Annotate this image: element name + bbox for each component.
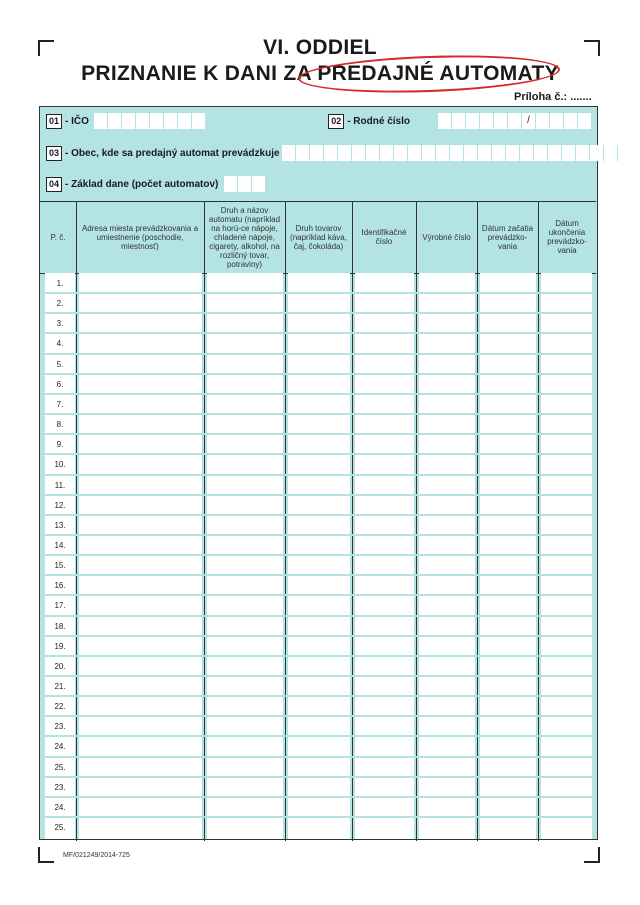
row-number: 15. (54, 561, 66, 571)
row-divider (44, 312, 592, 314)
row-number: 25. (54, 823, 66, 833)
row-number: 20. (54, 661, 66, 671)
header-end-date: Dátum ukončenia prevádzko-vania (547, 219, 587, 255)
row-number: 10. (54, 460, 66, 470)
row-number: 6. (56, 379, 64, 389)
row-number: 21. (54, 682, 66, 691)
form-code: MF/021249/2014-725 (63, 852, 130, 859)
row-number: 17. (54, 601, 66, 611)
ico-label: - IČO (65, 115, 89, 127)
row-number: 24. (54, 742, 66, 752)
field-number-03: 03 (46, 146, 62, 161)
municipality-label: - Obec, kde sa predajný automat prevádzkuje (65, 147, 280, 159)
row-number: 8. (56, 420, 64, 430)
row-number: 24. (54, 802, 66, 812)
column-rule (204, 201, 205, 841)
municipality-input[interactable] (282, 145, 618, 161)
birth-number-input[interactable] (438, 113, 592, 129)
row-number: 13. (54, 520, 66, 530)
row-number: 16. (54, 581, 66, 591)
column-rule (76, 201, 77, 841)
row-divider (44, 292, 592, 294)
header-start-date: Dátum začatia prevádzko-vania (481, 223, 534, 251)
row-number: 11. (54, 480, 66, 490)
header-serial-number: Výrobné číslo (422, 232, 471, 242)
row-number: 7. (56, 399, 64, 409)
row-number: 1. (56, 279, 64, 288)
form-title: PRIZNANIE K DANI ZA PREDAJNÉ AUTOMATY (81, 62, 559, 85)
row-number: 23. (54, 782, 66, 792)
column-rule (416, 201, 417, 841)
row-divider (44, 756, 592, 758)
row-divider (44, 695, 592, 697)
row-divider (44, 373, 592, 375)
row-divider (44, 655, 592, 657)
row-divider (44, 554, 592, 556)
tax-base-input[interactable] (224, 176, 266, 192)
section-title: VI. ODDIEL (263, 36, 377, 59)
row-number: 22. (54, 702, 66, 712)
row-divider (44, 715, 592, 717)
row-number: 9. (56, 440, 64, 450)
row-number: 19. (54, 641, 66, 651)
row-number: 23. (54, 722, 66, 732)
row-divider (44, 393, 592, 395)
tax-base-label: - Základ dane (počet automatov) (65, 178, 219, 190)
row-divider (44, 453, 592, 455)
row-divider (44, 534, 592, 536)
row-number: 25. (54, 762, 66, 772)
field-number-02: 02 (328, 114, 344, 129)
row-number: 12. (54, 500, 66, 510)
row-number: 14. (54, 540, 66, 550)
header-identification-number: Identifikačné číslo (361, 228, 407, 246)
row-divider (44, 816, 592, 818)
crop-mark-bottom-right (584, 847, 600, 863)
row-divider (44, 574, 592, 576)
column-rule (477, 201, 478, 841)
row-number: 4. (56, 339, 64, 349)
row-divider (44, 413, 592, 415)
row-divider (44, 594, 592, 596)
field-number-01: 01 (46, 114, 62, 129)
crop-mark-bottom-left (38, 847, 54, 863)
row-divider (44, 796, 592, 798)
row-divider (44, 353, 592, 355)
birth-number-separator: / (522, 113, 536, 129)
header-goods-type: Druh tovarov (napríklad káva, čaj, čokoláda) (290, 223, 347, 251)
header-address: Adresa miesta prevádzkovania a umiestnenie (poschodie, miestnosť) (81, 223, 199, 251)
row-number: 5. (56, 359, 64, 369)
header-order-number: P. č. (50, 232, 66, 242)
form-area (39, 106, 598, 840)
header-machine-type: Druh a názov automatu (napríklad na horú-ce nápoje, chladené nápoje, cigarety, alkohol, na rozličný tovar, potraviny) (208, 205, 281, 269)
field-number-04: 04 (46, 177, 62, 192)
row-divider (44, 332, 592, 334)
birth-number-label: - Rodné číslo (347, 115, 410, 127)
column-rule (285, 201, 286, 841)
row-divider (44, 735, 592, 737)
column-rule (538, 201, 539, 841)
row-divider (44, 615, 592, 617)
column-rule (352, 201, 353, 841)
ico-input[interactable] (94, 113, 206, 129)
row-divider (44, 776, 592, 778)
row-divider (44, 675, 592, 677)
row-divider (44, 635, 592, 637)
row-divider (44, 474, 592, 476)
row-divider (44, 514, 592, 516)
row-divider (44, 433, 592, 435)
row-number: 3. (56, 319, 64, 329)
row-number: 18. (54, 621, 66, 631)
row-number: 2. (56, 299, 64, 309)
row-divider (44, 494, 592, 496)
annex-label: Príloha č.: ....... (514, 91, 592, 103)
